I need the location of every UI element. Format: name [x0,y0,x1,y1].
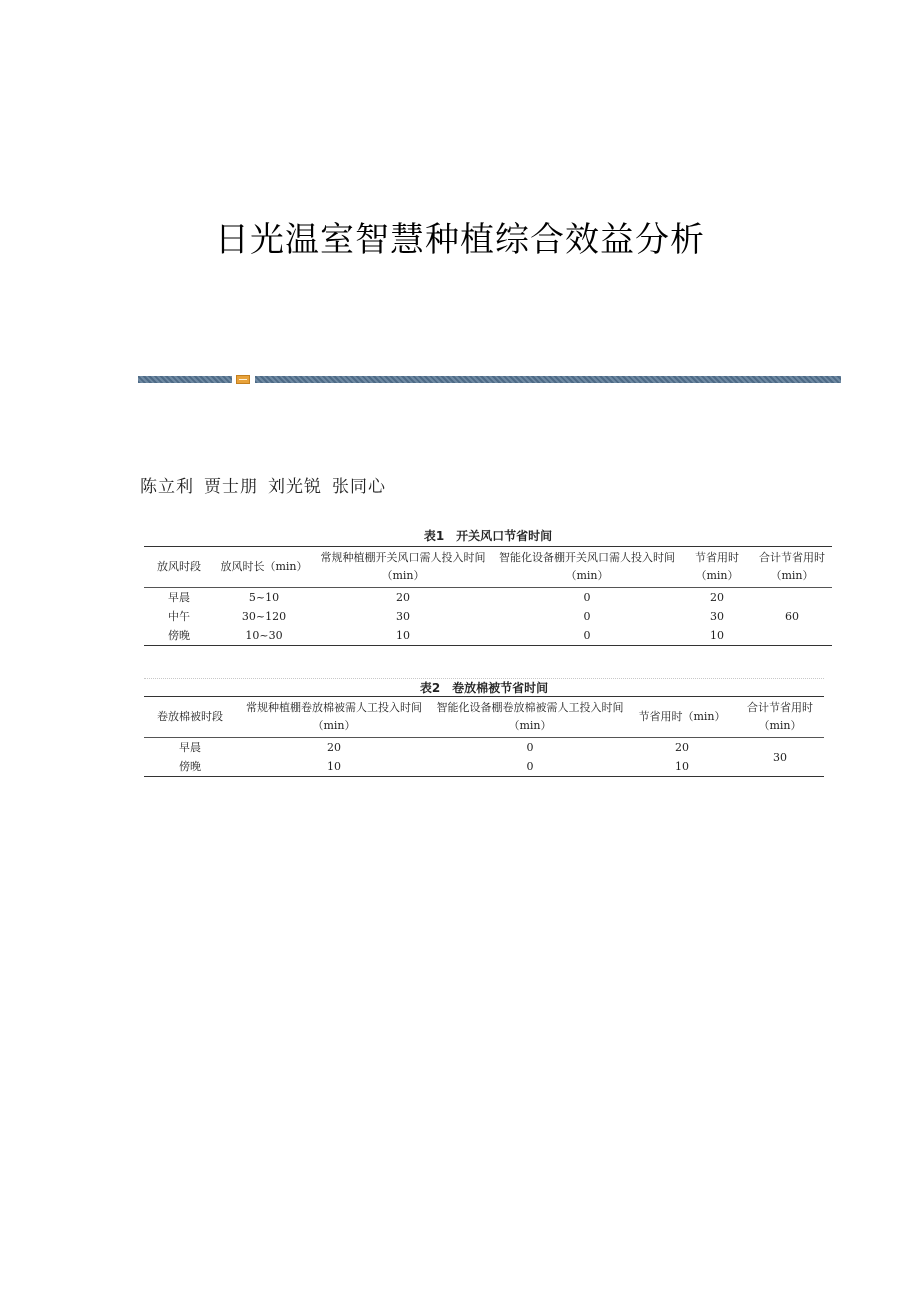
table2-header-saved: 节省用时（min） [628,697,736,738]
table1-total-cell: 60 [752,588,832,646]
table-cell: 早晨 [168,591,190,604]
decorative-divider [138,375,841,384]
table-cell: 10 [682,626,752,646]
table1-caption: 表1 开关风口节省时间 [423,529,553,543]
table2-header-conventional: 常规种植棚卷放棉被需人工投入时间 （min） [236,697,432,738]
table-cell: 傍晚 [144,626,214,646]
table1-header-period: 放风时段 [144,547,214,588]
table-cell: 0 [432,757,628,777]
table-cell: 10~30 [214,626,314,646]
document-title: 日光温室智慧种植综合效益分析 [215,220,705,260]
table-cell: 0 [583,610,591,623]
table-row [144,738,824,758]
table-cell: 30 [396,610,410,623]
table-cell: 早晨 [179,741,201,754]
author-name: 贾士朋 [204,477,258,497]
divider-bar-left [138,376,232,383]
table-cell: 10 [314,626,492,646]
table1-header-saved: 节省用时 （min） [682,547,752,588]
table-cell: 10 [236,757,432,777]
divider-marker-icon [236,375,250,384]
table2-header-period: 卷放棉被时段 [144,697,236,738]
table1 [144,546,832,646]
table1-header-duration: 放风时长（min） [214,547,314,588]
table-cell: 5~10 [248,591,280,604]
table2 [144,696,824,777]
table-cell: 10 [628,757,736,777]
table2-header-smart: 智能化设备棚卷放棉被需人工投入时间 （min） [432,697,628,738]
table1-header-total: 合计节省用时 （min） [752,547,832,588]
table2-header-row [144,697,824,738]
table-cell: 0 [492,626,682,646]
table-cell: 中午 [168,610,190,623]
table1-header-row [144,547,832,588]
table-row [144,757,824,777]
table-cell: 0 [583,591,591,604]
table-row [144,607,832,626]
author-name: 刘光锐 [268,477,322,497]
divider-bar-right [255,376,841,383]
table-cell: 30~120 [241,610,287,623]
author-name: 陈立利 [140,477,194,497]
table-cell: 20 [710,591,724,604]
table2-caption: 表2 卷放棉被节省时间 [419,681,549,695]
table2-total-cell: 30 [736,738,824,777]
table1-header-smart: 智能化设备棚开关风口需人投入时间 （min） [492,547,682,588]
table-cell: 20 [675,741,689,754]
table-cell: 傍晚 [144,757,236,777]
table2-header-total: 合计节省用时 （min） [736,697,824,738]
author-name: 张同心 [332,477,386,497]
author-list [140,472,396,497]
table-cell: 20 [327,741,341,754]
table-cell: 20 [396,591,410,604]
table-cell: 0 [526,741,534,754]
table-cell: 30 [710,610,724,623]
table1-header-conventional: 常规种植棚开关风口需人投入时间 （min） [314,547,492,588]
table-row [144,588,832,608]
table-row [144,626,832,646]
